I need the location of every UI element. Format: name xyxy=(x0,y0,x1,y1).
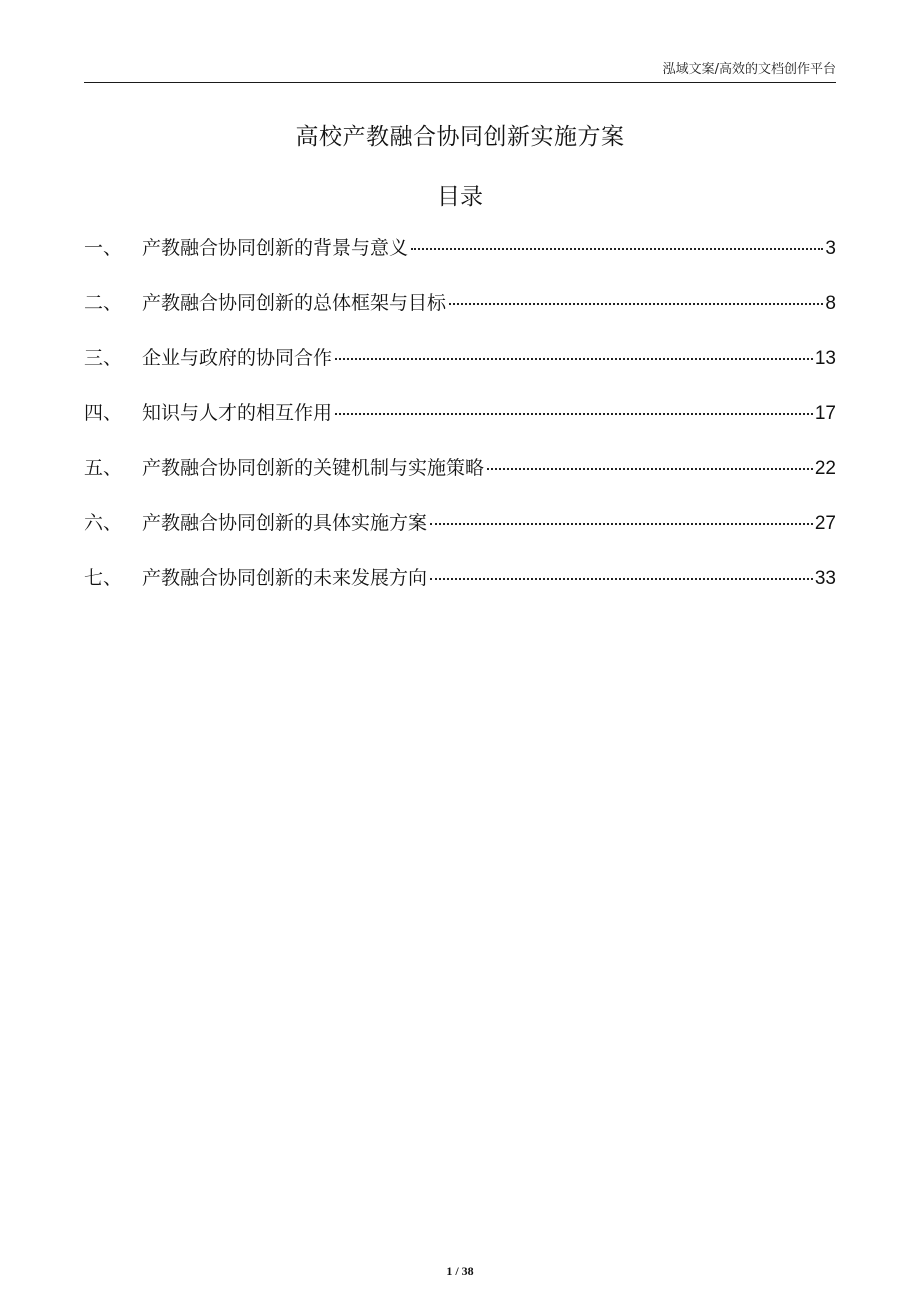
toc-dot-leader xyxy=(430,522,813,525)
toc-dot-leader xyxy=(335,357,813,360)
toc-entry-1[interactable] xyxy=(84,233,836,288)
toc-entry-7[interactable] xyxy=(84,563,836,618)
toc-entry-title[interactable]: 企业与政府的协同合作 xyxy=(142,347,333,369)
toc-entry-page: 22 xyxy=(814,458,836,479)
toc-entry-title[interactable]: 产教融合协同创新的未来发展方向 xyxy=(142,567,428,589)
toc-entry-number: 三、 xyxy=(84,347,123,369)
toc-dot-leader xyxy=(411,247,823,250)
toc-entry-3[interactable] xyxy=(84,343,836,398)
toc-entry-6[interactable] xyxy=(84,508,836,563)
toc-entry-title[interactable]: 产教融合协同创新的背景与意义 xyxy=(142,237,409,259)
toc-entry-page: 27 xyxy=(814,513,836,534)
table-of-contents xyxy=(84,233,836,618)
toc-dot-leader xyxy=(487,467,813,470)
toc-entry-page: 8 xyxy=(825,293,836,314)
toc-entry-number: 四、 xyxy=(84,402,123,424)
header-divider xyxy=(84,82,836,83)
toc-dot-leader xyxy=(335,412,813,415)
toc-entry-number: 二、 xyxy=(84,292,123,314)
toc-dot-leader xyxy=(449,302,823,305)
toc-entry-title[interactable]: 产教融合协同创新的具体实施方案 xyxy=(142,512,428,534)
toc-entry-page: 17 xyxy=(814,403,836,424)
toc-entry-title[interactable]: 产教融合协同创新的总体框架与目标 xyxy=(142,292,447,314)
toc-entry-title[interactable]: 知识与人才的相互作用 xyxy=(142,402,333,424)
document-title: 高校产教融合协同创新实施方案 xyxy=(295,124,625,150)
toc-entry-page: 3 xyxy=(825,238,836,259)
toc-entry-4[interactable] xyxy=(84,398,836,453)
toc-entry-page: 13 xyxy=(814,348,836,369)
toc-entry-title[interactable]: 产教融合协同创新的关键机制与实施策略 xyxy=(142,457,485,479)
toc-entry-number: 七、 xyxy=(84,567,123,589)
toc-entry-2[interactable] xyxy=(84,288,836,343)
toc-dot-leader xyxy=(430,577,813,580)
toc-entry-number: 六、 xyxy=(84,512,123,534)
page-number-indicator: 1 / 38 xyxy=(446,1264,474,1278)
toc-entry-page: 33 xyxy=(814,568,836,589)
toc-entry-number: 五、 xyxy=(84,457,123,479)
toc-entry-5[interactable] xyxy=(84,453,836,508)
toc-heading: 目录 xyxy=(437,184,483,210)
toc-entry-number: 一、 xyxy=(84,237,123,259)
page-header-text: 泓域文案/高效的文档创作平台 xyxy=(662,62,836,77)
